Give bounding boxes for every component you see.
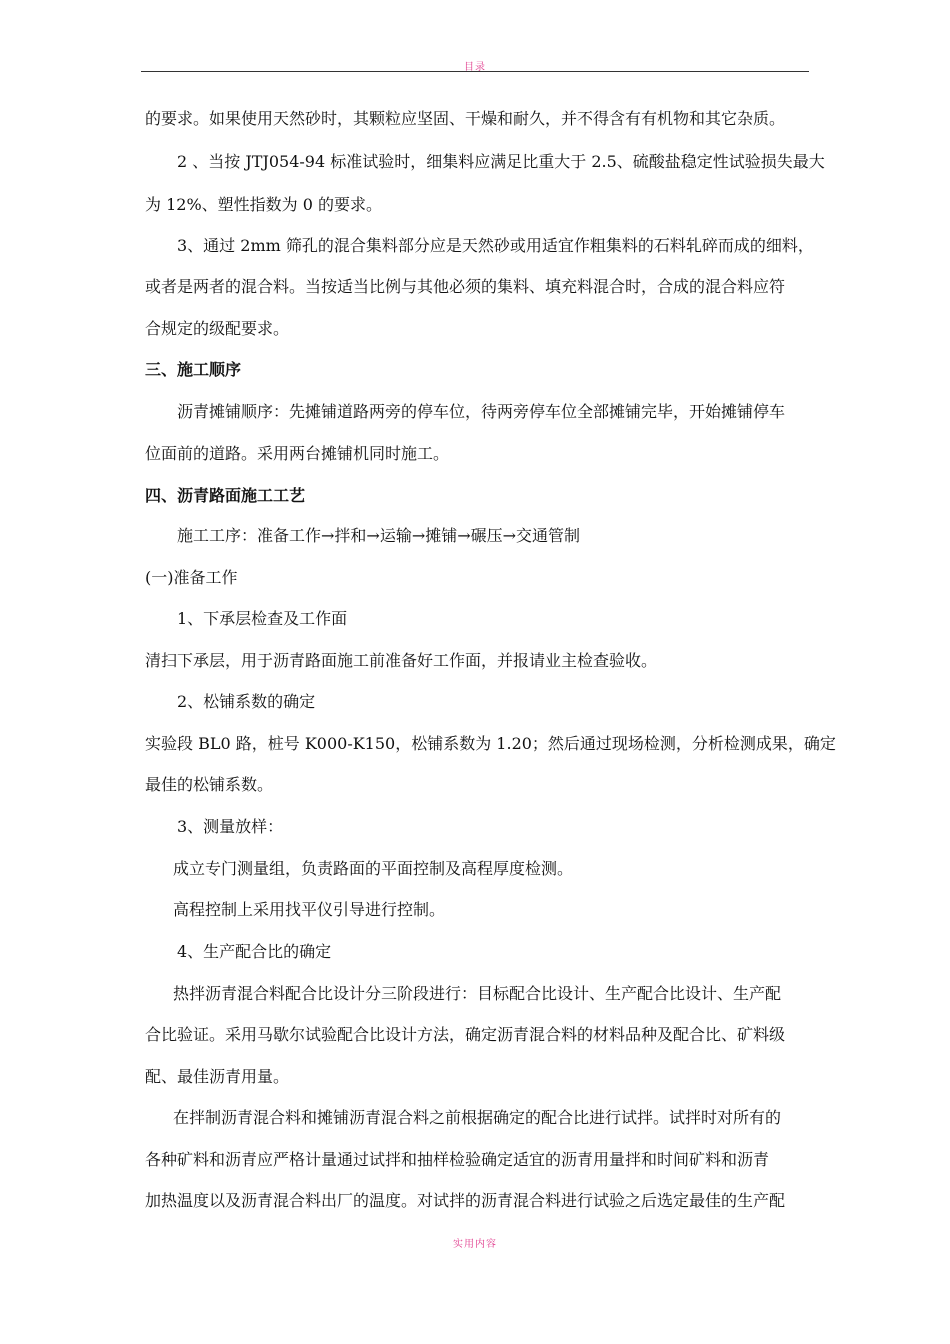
item-heading: 2、松铺系数的确定 <box>177 692 316 711</box>
paragraph-line: 或者是两者的混合料。当按适当比例与其他必须的集料、填充料混合时，合成的混合料应符 <box>145 277 786 296</box>
paragraph-line: 高程控制上采用找平仪引导进行控制。 <box>173 900 446 919</box>
header-rule <box>141 71 809 72</box>
paragraph-line: 合规定的级配要求。 <box>145 319 290 338</box>
footer-label: 实用内容 <box>453 1239 497 1250</box>
paragraph-line: 合比验证。采用马歇尔试验配合比设计方法，确定沥青混合料的材料品种及配合比、矿料级 <box>145 1025 786 1044</box>
item-heading: 4、生产配合比的确定 <box>177 942 332 961</box>
header-label: 目录 <box>464 62 486 73</box>
item-heading: 3、测量放样： <box>177 817 284 836</box>
item-heading: 1、下承层检查及工作面 <box>177 609 348 628</box>
paragraph-line: 热拌沥青混合料配合比设计分三阶段进行：目标配合比设计、生产配合比设计、生产配 <box>173 984 782 1003</box>
paragraph-line: 的要求。如果使用天然砂时，其颗粒应坚固、干燥和耐久，并不得含有有机物和其它杂质。 <box>145 109 786 128</box>
paragraph-line: 实验段 BL0 路，桩号 K000-K150，松铺系数为 1.20；然后通过现场检测，分析检测成果，确定 <box>145 734 836 753</box>
subsection-heading: (一)准备工作 <box>145 568 238 587</box>
paragraph-line: 最佳的松铺系数。 <box>145 775 274 794</box>
paragraph-line: 成立专门测量组，负责路面的平面控制及高程厚度检测。 <box>173 859 574 878</box>
paragraph-line: 各种矿料和沥青应严格计量通过试拌和抽样检验确定适宜的沥青用量拌和时间矿料和沥青 <box>145 1150 770 1169</box>
paragraph-line: 在拌制沥青混合料和摊铺沥青混合料之前根据确定的配合比进行试拌。试拌时对所有的 <box>173 1108 782 1127</box>
paragraph-line: 为 12%、塑性指数为 0 的要求。 <box>145 195 383 214</box>
paragraph-line: 加热温度以及沥青混合料出厂的温度。对试拌的沥青混合料进行试验之后选定最佳的生产配 <box>145 1191 786 1210</box>
paragraph-line: 清扫下承层，用于沥青路面施工前准备好工作面，并报请业主检查验收。 <box>145 651 658 670</box>
paragraph-line: 2 、当按 JTJ054-94 标准试验时，细集料应满足比重大于 2.5、硫酸盐稳定性试验损失最大 <box>177 152 825 171</box>
paragraph-line: 位面前的道路。采用两台摊铺机同时施工。 <box>145 444 450 463</box>
paragraph-line: 3、通过 2mm 筛孔的混合集料部分应是天然砂或用适宜作粗集料的石料轧碎而成的细料， <box>177 236 814 255</box>
section-heading: 三、施工顺序 <box>145 360 242 379</box>
paragraph-line: 施工工序：准备工作→拌和→运输→摊铺→碾压→交通管制 <box>177 526 581 545</box>
section-heading: 四、沥青路面施工工艺 <box>145 486 306 505</box>
paragraph-line: 沥青摊铺顺序：先摊铺道路两旁的停车位，待两旁停车位全部摊铺完毕，开始摊铺停车 <box>177 402 786 421</box>
paragraph-line: 配、最佳沥青用量。 <box>145 1067 290 1086</box>
